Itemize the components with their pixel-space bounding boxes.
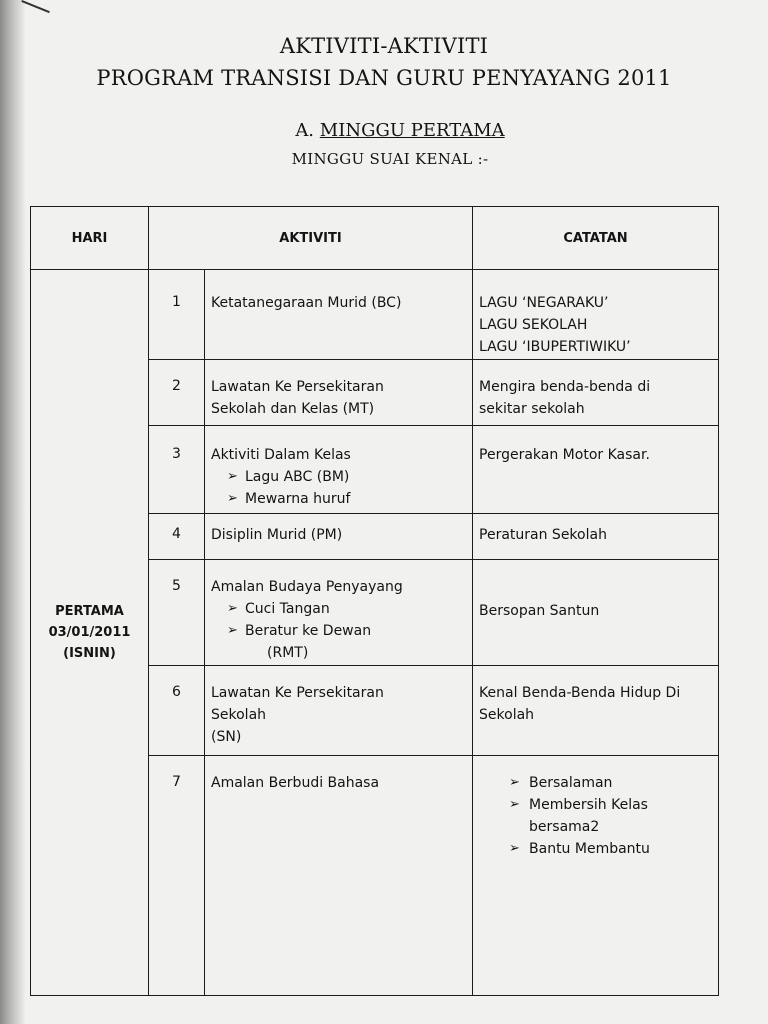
activity-line: Disiplin Murid (PM) — [211, 527, 343, 543]
row-number — [149, 756, 205, 996]
schedule-table — [30, 206, 719, 996]
row-number-text: 6 — [172, 684, 181, 700]
note-line: LAGU ‘NEGARAKU’ — [479, 295, 609, 311]
row-number-text: 4 — [172, 526, 181, 542]
arrowhead-bullet-icon: ➢ — [227, 601, 238, 616]
section-letter: A. — [295, 120, 315, 141]
table-row — [31, 270, 719, 360]
header-hari: HARI — [31, 207, 149, 270]
activity-bullet — [221, 598, 466, 620]
section-heading — [16, 120, 768, 141]
table-body — [31, 270, 719, 996]
note-bullet — [499, 816, 712, 838]
activity-cell — [205, 756, 473, 996]
note-line: LAGU SEKOLAH — [479, 317, 588, 333]
note-line: Kenal Benda-Benda Hidup Di — [479, 685, 681, 701]
note-cell — [473, 270, 719, 360]
day-cell — [31, 270, 149, 996]
note-cell — [473, 666, 719, 756]
note-cell — [473, 756, 719, 996]
note-cell — [473, 560, 719, 666]
row-number-text: 2 — [172, 378, 181, 394]
arrowhead-bullet-icon: ➢ — [227, 623, 238, 638]
row-number — [149, 560, 205, 666]
row-number — [149, 426, 205, 514]
activity-bullet — [221, 466, 466, 488]
activity-bullet-text: Cuci Tangan — [245, 601, 330, 617]
activity-line: Amalan Berbudi Bahasa — [211, 775, 380, 791]
arrowhead-bullet-icon: ➢ — [509, 797, 520, 812]
arrowhead-bullet-icon: ➢ — [509, 841, 520, 856]
day-name: PERTAMA — [55, 604, 124, 619]
activity-tag: (RMT) — [267, 645, 309, 661]
activity-bullet — [221, 620, 466, 642]
note-line: LAGU ‘IBUPERTIWIKU’ — [479, 339, 631, 355]
activity-line: Ketatanegaraan Murid (BC) — [211, 295, 402, 311]
note-line: Mengira benda-benda di — [479, 379, 651, 395]
note-line: Peraturan Sekolah — [479, 527, 607, 543]
note-bullet-text: Bantu Membantu — [529, 841, 650, 857]
activity-bullet-text: Mewarna huruf — [245, 491, 351, 507]
section-title: MINGGU PERTAMA — [319, 120, 505, 141]
note-line: Sekolah — [479, 707, 535, 723]
note-line: sekitar sekolah — [479, 401, 585, 417]
row-number — [149, 270, 205, 360]
activity-cell — [205, 270, 473, 360]
activity-line: (SN) — [211, 729, 242, 745]
header-aktiviti: AKTIVITI — [149, 207, 473, 270]
activity-bullet-text: Beratur ke Dewan — [245, 623, 372, 639]
activity-bullet-text: Lagu ABC (BM) — [245, 469, 350, 485]
row-number — [149, 666, 205, 756]
activity-cell — [205, 426, 473, 514]
activity-bullet — [221, 488, 466, 510]
arrowhead-bullet-icon: ➢ — [227, 491, 238, 506]
table-header-row — [31, 207, 719, 270]
activity-cell — [205, 514, 473, 560]
activity-cell — [205, 666, 473, 756]
note-bullet — [499, 772, 712, 794]
note-bullet-text: Bersalaman — [529, 775, 613, 791]
note-bullet-text: Membersih Kelas — [529, 797, 648, 813]
page-title-line2: PROGRAM TRANSISI DAN GURU PENYAYANG 2011 — [96, 66, 672, 90]
note-cell — [473, 426, 719, 514]
note-bullet-text: bersama2 — [529, 819, 600, 835]
activity-line: Lawatan Ke Persekitaran — [211, 685, 384, 701]
page-title-line1: AKTIVITI-AKTIVITI — [279, 34, 489, 58]
note-bullet — [499, 794, 712, 816]
header-catatan: CATATAN — [473, 207, 719, 270]
activity-cell — [205, 560, 473, 666]
row-number-text: 7 — [172, 774, 181, 790]
activity-line: Sekolah dan Kelas (MT) — [211, 401, 375, 417]
note-bullet — [499, 838, 712, 860]
note-cell — [473, 514, 719, 560]
activity-line: Amalan Budaya Penyayang — [211, 579, 403, 595]
row-number — [149, 360, 205, 426]
arrowhead-bullet-icon: ➢ — [227, 469, 238, 484]
subsection-heading: MINGGU SUAI KENAL :- — [291, 150, 489, 168]
arrowhead-bullet-icon: ➢ — [509, 775, 520, 790]
activity-cell — [205, 360, 473, 426]
row-number — [149, 514, 205, 560]
row-number-text: 1 — [172, 294, 181, 310]
note-cell — [473, 360, 719, 426]
activity-line: Sekolah — [211, 707, 267, 723]
activity-line: Lawatan Ke Persekitaran — [211, 379, 384, 395]
row-number-text: 5 — [172, 578, 181, 594]
activity-line: Aktiviti Dalam Kelas — [211, 447, 351, 463]
note-line: Pergerakan Motor Kasar. — [479, 447, 650, 463]
note-line: Bersopan Santun — [479, 603, 600, 619]
row-number-text: 3 — [172, 446, 181, 462]
day-date: 03/01/2011 — [48, 625, 131, 640]
day-weekday: (ISNIN) — [63, 646, 116, 661]
